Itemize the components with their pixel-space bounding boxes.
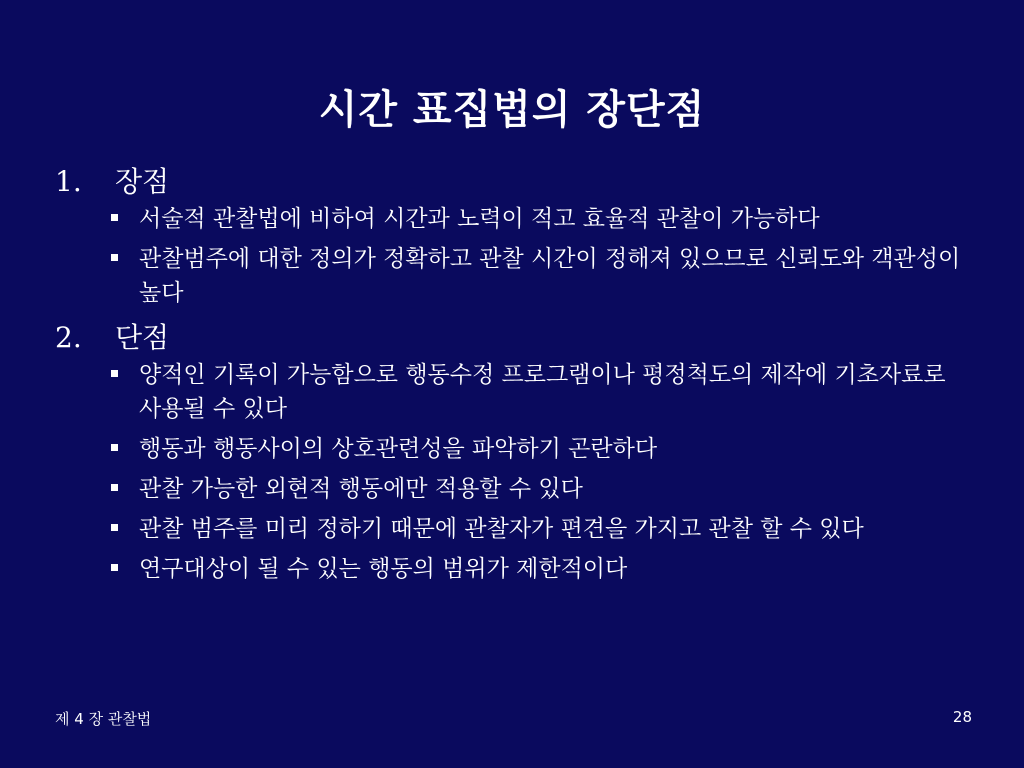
square-bullet-icon xyxy=(111,524,118,531)
bullet-list xyxy=(107,358,965,586)
bullet-item xyxy=(107,512,965,546)
footer-chapter: 제 4 장 관찰법 xyxy=(55,710,152,728)
page-number: 28 xyxy=(952,708,972,726)
bullet-item xyxy=(107,432,965,466)
section-heading xyxy=(55,160,965,202)
section-number: 2. xyxy=(55,321,82,354)
section-number: 1. xyxy=(55,165,82,198)
bullet-text: 서술적 관찰법에 비하여 시간과 노력이 적고 효율적 관찰이 가능하다 xyxy=(139,206,820,232)
square-bullet-icon xyxy=(111,444,118,451)
bullet-item xyxy=(107,552,965,586)
section-advantages xyxy=(55,160,965,310)
bullet-list xyxy=(107,202,965,310)
slide-content xyxy=(55,160,965,592)
section-title: 장점 xyxy=(115,165,170,198)
section-title: 단점 xyxy=(115,321,170,354)
square-bullet-icon xyxy=(111,564,118,571)
bullet-text: 관찰 범주를 미리 정하기 때문에 관찰자가 편견을 가지고 관찰 할 수 있다 xyxy=(139,516,864,542)
bullet-text: 행동과 행동사이의 상호관련성을 파악하기 곤란하다 xyxy=(139,436,658,462)
slide-title: 시간 표집법의 장단점 xyxy=(318,86,706,133)
square-bullet-icon xyxy=(111,214,118,221)
bullet-text: 연구대상이 될 수 있는 행동의 범위가 제한적이다 xyxy=(139,556,628,582)
bullet-text: 관찰 가능한 외현적 행동에만 적용할 수 있다 xyxy=(139,476,583,502)
bullet-text: 양적인 기록이 가능함으로 행동수정 프로그램이나 평정척도의 제작에 기초자료로 사용될 수 있다 xyxy=(139,362,946,422)
square-bullet-icon xyxy=(111,484,118,491)
square-bullet-icon xyxy=(111,254,118,261)
section-disadvantages xyxy=(55,316,965,586)
bullet-item xyxy=(107,358,965,426)
section-heading xyxy=(55,316,965,358)
square-bullet-icon xyxy=(111,370,118,377)
bullet-text: 관찰범주에 대한 정의가 정확하고 관찰 시간이 정해져 있으므로 신뢰도와 객관성이 높다 xyxy=(139,246,961,306)
bullet-item xyxy=(107,202,965,236)
bullet-item xyxy=(107,242,965,310)
bullet-item xyxy=(107,472,965,506)
